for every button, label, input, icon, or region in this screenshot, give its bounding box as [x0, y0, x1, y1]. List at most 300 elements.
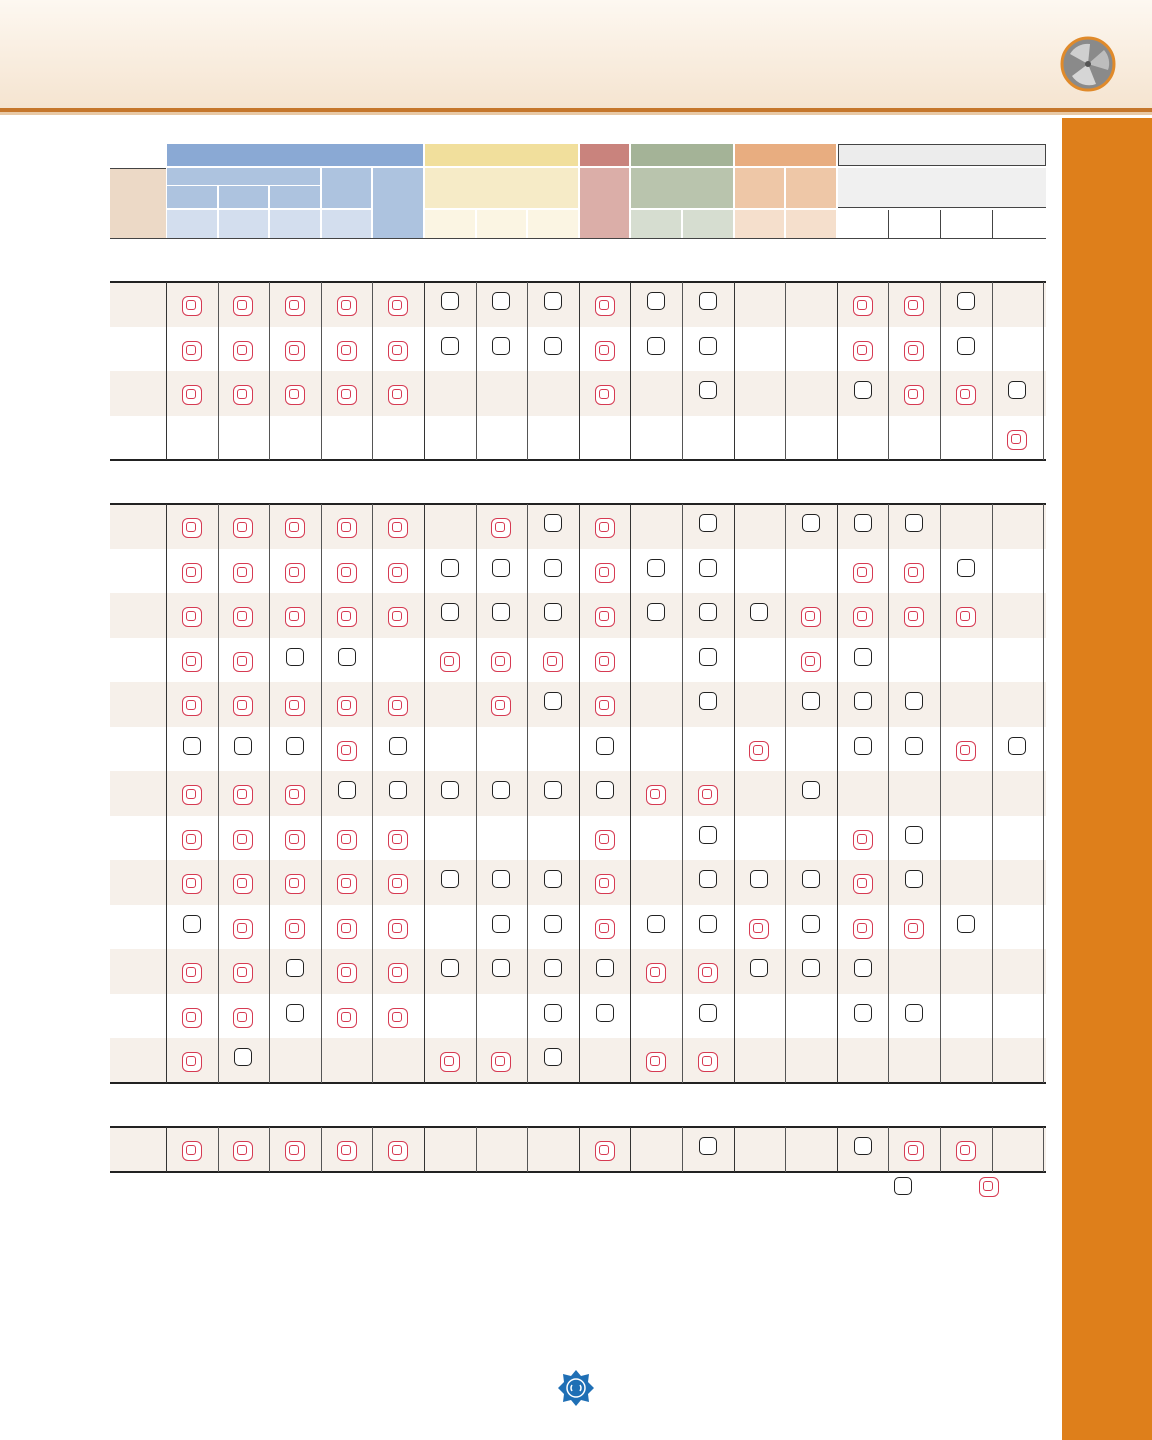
good-rating-icon — [750, 870, 768, 888]
column-divider — [579, 1127, 580, 1172]
good-rating-icon — [699, 514, 717, 532]
good-rating-icon — [544, 1048, 562, 1066]
good-rating-icon — [441, 292, 459, 310]
column-divider — [785, 282, 786, 460]
good-rating-icon — [389, 737, 407, 755]
best-rating-icon — [285, 296, 305, 316]
column-divider — [166, 1127, 167, 1172]
good-rating-icon — [441, 337, 459, 355]
best-rating-icon — [853, 296, 873, 316]
good-rating-icon — [802, 915, 820, 933]
best-rating-icon — [543, 652, 563, 672]
corner-cell — [110, 168, 166, 239]
legend-good-icon — [894, 1177, 912, 1195]
best-rating-icon — [1007, 430, 1027, 450]
good-rating-icon — [492, 959, 510, 977]
column-divider — [372, 282, 373, 460]
column-header-cell — [425, 210, 475, 239]
osg-logo-icon — [556, 1368, 596, 1408]
best-rating-icon — [337, 385, 357, 405]
good-rating-icon — [234, 1048, 252, 1066]
best-rating-icon — [595, 1141, 615, 1161]
best-rating-icon — [388, 518, 408, 538]
best-rating-icon — [285, 874, 305, 894]
best-rating-icon — [337, 607, 357, 627]
column-divider — [218, 1127, 219, 1172]
column-divider — [734, 504, 735, 1083]
best-rating-icon — [698, 785, 718, 805]
good-rating-icon — [699, 870, 717, 888]
best-rating-icon — [388, 385, 408, 405]
good-rating-icon — [492, 292, 510, 310]
column-divider — [527, 504, 528, 1083]
best-rating-icon — [956, 385, 976, 405]
good-rating-icon — [544, 781, 562, 799]
best-rating-icon — [182, 1008, 202, 1028]
good-rating-icon — [905, 870, 923, 888]
best-rating-icon — [285, 1141, 305, 1161]
best-rating-icon — [233, 607, 253, 627]
best-rating-icon — [388, 830, 408, 850]
column-divider — [630, 504, 631, 1083]
good-rating-icon — [854, 1004, 872, 1022]
column-divider — [476, 504, 477, 1083]
column-divider — [992, 210, 993, 239]
best-rating-icon — [337, 963, 357, 983]
best-rating-icon — [440, 1052, 460, 1072]
best-rating-icon — [904, 563, 924, 583]
best-rating-icon — [595, 696, 615, 716]
best-rating-icon — [233, 830, 253, 850]
column-divider — [579, 504, 580, 1083]
best-rating-icon — [388, 607, 408, 627]
best-rating-icon — [956, 1141, 976, 1161]
column-divider — [372, 1127, 373, 1172]
best-rating-icon — [182, 830, 202, 850]
best-rating-icon — [337, 919, 357, 939]
good-rating-icon — [699, 648, 717, 666]
header-bottom-rule — [110, 238, 1046, 239]
best-rating-icon — [233, 696, 253, 716]
best-rating-icon — [182, 518, 202, 538]
best-rating-icon — [337, 296, 357, 316]
column-header-cell — [270, 210, 320, 239]
best-rating-icon — [440, 652, 460, 672]
category-cast-iron — [580, 144, 630, 166]
good-rating-icon — [492, 781, 510, 799]
good-rating-icon — [544, 514, 562, 532]
best-rating-icon — [337, 696, 357, 716]
good-rating-icon — [544, 692, 562, 710]
best-rating-icon — [233, 518, 253, 538]
good-rating-icon — [544, 959, 562, 977]
column-divider — [269, 282, 270, 460]
best-rating-icon — [491, 652, 511, 672]
good-rating-icon — [596, 737, 614, 755]
column-divider — [940, 282, 941, 460]
good-rating-icon — [699, 337, 717, 355]
best-rating-icon — [388, 296, 408, 316]
best-rating-icon — [337, 1008, 357, 1028]
good-rating-icon — [854, 737, 872, 755]
best-rating-icon — [595, 518, 615, 538]
subgroup-carbon-col — [270, 186, 320, 208]
good-rating-icon — [699, 1004, 717, 1022]
subgroup-carbon-col — [167, 186, 217, 208]
best-rating-icon — [233, 785, 253, 805]
good-rating-icon — [957, 915, 975, 933]
column-divider — [992, 504, 993, 1083]
good-rating-icon — [183, 737, 201, 755]
best-rating-icon — [285, 607, 305, 627]
best-rating-icon — [182, 785, 202, 805]
best-rating-icon — [388, 963, 408, 983]
best-rating-icon — [285, 341, 305, 361]
column-divider — [476, 282, 477, 460]
best-rating-icon — [285, 785, 305, 805]
best-rating-icon — [595, 385, 615, 405]
best-rating-icon — [285, 919, 305, 939]
best-rating-icon — [646, 963, 666, 983]
best-rating-icon — [337, 830, 357, 850]
good-rating-icon — [441, 959, 459, 977]
subgroup-hardened — [838, 168, 1046, 208]
good-rating-icon — [544, 915, 562, 933]
good-rating-icon — [183, 915, 201, 933]
best-rating-icon — [337, 563, 357, 583]
best-rating-icon — [233, 563, 253, 583]
column-divider — [992, 282, 993, 460]
good-rating-icon — [647, 337, 665, 355]
good-rating-icon — [699, 826, 717, 844]
best-rating-icon — [388, 874, 408, 894]
best-rating-icon — [182, 963, 202, 983]
good-rating-icon — [596, 1004, 614, 1022]
best-rating-icon — [233, 963, 253, 983]
column-divider — [940, 504, 941, 1083]
good-rating-icon — [441, 781, 459, 799]
best-rating-icon — [595, 919, 615, 939]
best-rating-icon — [853, 563, 873, 583]
good-rating-icon — [544, 559, 562, 577]
column-divider — [424, 282, 425, 460]
good-rating-icon — [596, 781, 614, 799]
good-rating-icon — [338, 648, 356, 666]
good-rating-icon — [647, 292, 665, 310]
column-divider — [579, 282, 580, 460]
best-rating-icon — [749, 741, 769, 761]
good-rating-icon — [750, 959, 768, 977]
best-rating-icon — [646, 1052, 666, 1072]
best-rating-icon — [646, 785, 666, 805]
column-header-cell — [631, 210, 681, 239]
best-rating-icon — [233, 296, 253, 316]
good-rating-icon — [647, 559, 665, 577]
best-rating-icon — [182, 874, 202, 894]
good-rating-icon — [750, 603, 768, 621]
column-divider — [630, 1127, 631, 1172]
column-divider — [682, 504, 683, 1083]
category-steel — [167, 144, 423, 166]
column-divider — [888, 504, 889, 1083]
column-divider — [218, 282, 219, 460]
good-rating-icon — [699, 1137, 717, 1155]
good-rating-icon — [854, 959, 872, 977]
good-rating-icon — [854, 692, 872, 710]
column-header-cell — [219, 210, 269, 239]
best-rating-icon — [285, 518, 305, 538]
good-rating-icon — [286, 1004, 304, 1022]
good-rating-icon — [492, 559, 510, 577]
best-rating-icon — [388, 1008, 408, 1028]
category-heat-resistant — [735, 144, 836, 166]
good-rating-icon — [699, 603, 717, 621]
best-rating-icon — [595, 341, 615, 361]
good-rating-icon — [905, 826, 923, 844]
good-rating-icon — [286, 959, 304, 977]
subgroup-carbon-col — [219, 186, 269, 208]
column-header-cell — [477, 210, 527, 239]
column-header-cell — [786, 210, 836, 239]
subgroup-heat-b — [786, 168, 836, 208]
good-rating-icon — [596, 959, 614, 977]
best-rating-icon — [595, 296, 615, 316]
best-rating-icon — [337, 518, 357, 538]
best-rating-icon — [182, 296, 202, 316]
best-rating-icon — [233, 341, 253, 361]
column-divider — [269, 504, 270, 1083]
best-rating-icon — [749, 919, 769, 939]
good-rating-icon — [544, 292, 562, 310]
best-rating-icon — [801, 652, 821, 672]
column-divider — [734, 1127, 735, 1172]
column-divider — [940, 210, 941, 239]
good-rating-icon — [854, 1137, 872, 1155]
column-divider — [218, 504, 219, 1083]
good-rating-icon — [544, 1004, 562, 1022]
best-rating-icon — [182, 563, 202, 583]
best-rating-icon — [233, 874, 253, 894]
best-rating-icon — [904, 385, 924, 405]
column-divider — [837, 504, 838, 1083]
best-rating-icon — [285, 563, 305, 583]
column-divider — [682, 282, 683, 460]
column-divider — [888, 210, 889, 239]
good-rating-icon — [492, 870, 510, 888]
best-rating-icon — [233, 919, 253, 939]
column-divider — [527, 282, 528, 460]
good-rating-icon — [905, 737, 923, 755]
best-rating-icon — [904, 607, 924, 627]
column-divider — [321, 282, 322, 460]
best-rating-icon — [595, 607, 615, 627]
best-rating-icon — [853, 830, 873, 850]
good-rating-icon — [544, 870, 562, 888]
category-hardened — [838, 144, 1046, 166]
good-rating-icon — [699, 381, 717, 399]
best-rating-icon — [182, 385, 202, 405]
column-header-cell — [735, 210, 785, 239]
column-divider — [888, 1127, 889, 1172]
best-rating-icon — [698, 963, 718, 983]
column-header-cell — [683, 210, 733, 239]
column-divider — [992, 1127, 993, 1172]
good-rating-icon — [492, 337, 510, 355]
subgroup-steel-alloy — [322, 168, 372, 208]
best-rating-icon — [595, 830, 615, 850]
column-divider — [1043, 504, 1044, 1083]
good-rating-icon — [854, 514, 872, 532]
category-stainless — [425, 144, 578, 166]
best-rating-icon — [956, 741, 976, 761]
good-rating-icon — [1008, 737, 1026, 755]
column-divider — [321, 1127, 322, 1172]
good-rating-icon — [957, 337, 975, 355]
best-rating-icon — [904, 296, 924, 316]
column-divider — [424, 504, 425, 1083]
column-divider — [321, 504, 322, 1083]
best-rating-icon — [388, 341, 408, 361]
column-header-cell — [838, 210, 888, 239]
best-rating-icon — [233, 652, 253, 672]
good-rating-icon — [699, 559, 717, 577]
good-rating-icon — [802, 781, 820, 799]
best-rating-icon — [904, 919, 924, 939]
good-rating-icon — [854, 648, 872, 666]
good-rating-icon — [802, 692, 820, 710]
column-header-cell — [167, 210, 217, 239]
good-rating-icon — [441, 603, 459, 621]
best-rating-icon — [285, 385, 305, 405]
column-header-cell — [993, 210, 1043, 239]
good-rating-icon — [492, 915, 510, 933]
best-rating-icon — [337, 1141, 357, 1161]
best-rating-icon — [853, 874, 873, 894]
column-divider — [269, 1127, 270, 1172]
best-rating-icon — [182, 1052, 202, 1072]
good-rating-icon — [905, 692, 923, 710]
good-rating-icon — [234, 737, 252, 755]
good-rating-icon — [802, 514, 820, 532]
good-rating-icon — [957, 559, 975, 577]
category-nonferrous — [631, 144, 732, 166]
best-rating-icon — [388, 563, 408, 583]
good-rating-icon — [544, 337, 562, 355]
best-rating-icon — [337, 341, 357, 361]
column-divider — [476, 1127, 477, 1172]
best-rating-icon — [595, 563, 615, 583]
good-rating-icon — [1008, 381, 1026, 399]
column-divider — [372, 504, 373, 1083]
good-rating-icon — [957, 292, 975, 310]
good-rating-icon — [492, 603, 510, 621]
best-rating-icon — [388, 696, 408, 716]
best-rating-icon — [801, 607, 821, 627]
column-divider — [734, 282, 735, 460]
best-rating-icon — [182, 652, 202, 672]
column-divider — [888, 282, 889, 460]
best-rating-icon — [233, 385, 253, 405]
best-rating-icon — [285, 696, 305, 716]
good-rating-icon — [286, 737, 304, 755]
good-rating-icon — [647, 603, 665, 621]
best-rating-icon — [904, 1141, 924, 1161]
column-divider — [837, 282, 838, 460]
best-rating-icon — [182, 696, 202, 716]
good-rating-icon — [699, 692, 717, 710]
column-divider — [1043, 282, 1044, 460]
column-divider — [630, 282, 631, 460]
column-header-cell — [322, 210, 372, 239]
best-rating-icon — [904, 341, 924, 361]
good-rating-icon — [544, 603, 562, 621]
subgroup-cast-iron — [580, 168, 630, 239]
best-rating-icon — [233, 1008, 253, 1028]
best-rating-icon — [285, 830, 305, 850]
good-rating-icon — [441, 870, 459, 888]
best-rating-icon — [698, 1052, 718, 1072]
good-rating-icon — [905, 514, 923, 532]
good-rating-icon — [802, 959, 820, 977]
good-rating-icon — [338, 781, 356, 799]
column-divider — [1043, 1127, 1044, 1172]
best-rating-icon — [182, 607, 202, 627]
column-header-cell — [889, 210, 939, 239]
good-rating-icon — [441, 559, 459, 577]
best-rating-icon — [337, 741, 357, 761]
column-divider — [837, 1127, 838, 1172]
best-rating-icon — [388, 1141, 408, 1161]
subgroup-stainless — [425, 168, 578, 208]
column-divider — [785, 504, 786, 1083]
best-rating-icon — [491, 1052, 511, 1072]
good-rating-icon — [699, 915, 717, 933]
best-rating-icon — [853, 341, 873, 361]
best-rating-icon — [491, 696, 511, 716]
column-divider — [940, 1127, 941, 1172]
column-divider — [527, 1127, 528, 1172]
column-divider — [682, 1127, 683, 1172]
best-rating-icon — [853, 607, 873, 627]
good-rating-icon — [389, 781, 407, 799]
legend-best-icon — [979, 1177, 999, 1197]
column-header-cell — [941, 210, 991, 239]
subgroup-steel-carbon — [167, 168, 320, 185]
column-header-cell — [528, 210, 578, 239]
good-rating-icon — [854, 381, 872, 399]
good-rating-icon — [699, 292, 717, 310]
good-rating-icon — [905, 1004, 923, 1022]
best-rating-icon — [337, 874, 357, 894]
best-rating-icon — [182, 1141, 202, 1161]
best-rating-icon — [388, 919, 408, 939]
best-rating-icon — [595, 652, 615, 672]
subgroup-steel-tool — [373, 168, 423, 239]
best-rating-icon — [182, 341, 202, 361]
good-rating-icon — [286, 648, 304, 666]
best-rating-icon — [491, 518, 511, 538]
best-rating-icon — [233, 1141, 253, 1161]
subgroup-nonferrous — [631, 168, 732, 208]
subgroup-heat-a — [735, 168, 785, 208]
best-rating-icon — [853, 919, 873, 939]
column-divider — [424, 1127, 425, 1172]
column-divider — [166, 504, 167, 1083]
column-divider — [166, 282, 167, 460]
best-rating-icon — [956, 607, 976, 627]
good-rating-icon — [647, 915, 665, 933]
best-rating-icon — [595, 874, 615, 894]
